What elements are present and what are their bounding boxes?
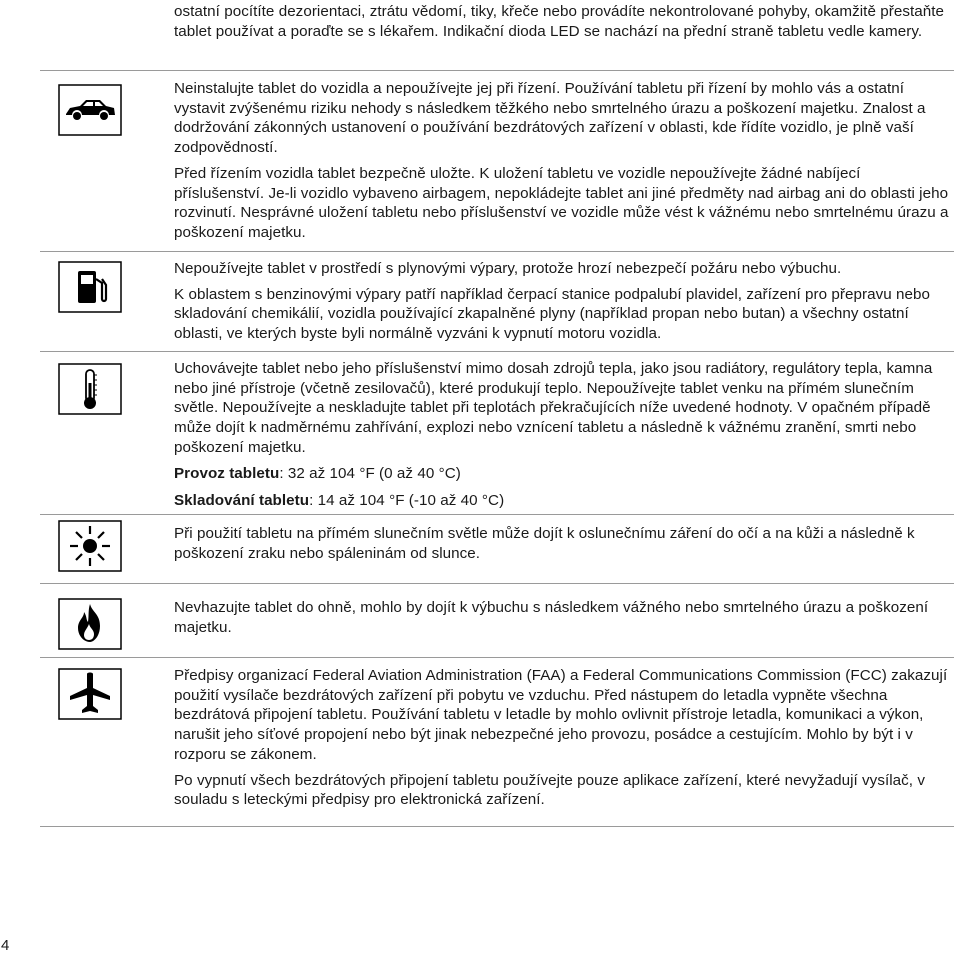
- flame-icon: [58, 598, 122, 650]
- divider: [40, 514, 954, 515]
- operating-temperature-label: Provoz tabletu: [174, 464, 280, 482]
- sun-icon: [58, 520, 122, 572]
- storage-temperature-label: Skladování tabletu: [174, 492, 310, 510]
- flight-paragraph-1: Předpisy organizací Federal Aviation Administration (FAA) a Federal Communications Commission (FCC) zakazují použití vysílače bezdrátových zařízení při pobytu ve vzduchu. Před nástupem do letadla vypněte všechna bezdrátová připojení tabletu. Používání tabletu v letadle by mohlo ovlivnit přístroje letadla, komunikaci a výkon, narušit jeho síťové propojení nebo být jinak nebezpečné jeho provozu, posádce a cestujícím. Mohlo by být i v rozporu se zákonem.: [174, 667, 948, 763]
- operating-temperature-value: : 32 až 104 °F (0 až 40 °C): [279, 464, 461, 482]
- sun-paragraph-1: Při použití tabletu na přímém slunečním světle může dojít k oslunečnímu záření do očí a na kůži a následně k poškození zraku nebo spáleninám od slunce.: [174, 525, 915, 562]
- divider: [40, 583, 954, 584]
- page-number: 4: [1, 937, 10, 954]
- vehicle-paragraph-1: Neinstalujte tablet do vozidla a nepoužívejte jej při řízení. Používání tabletu při řízení by mohlo vás a ostatní vystavit zvýšenému riziku nehody s následkem těžkého nebo smrtelného úrazu a poškození majetku. Znalost a dodržování zákonných ustanovení o používání bezdrátových zařízení v oblasti, kde řídíte vozidlo, je plně vaší zodpovědností.: [174, 80, 926, 157]
- fuel-section: [174, 259, 950, 344]
- divider: [40, 826, 954, 827]
- intro-paragraph: ostatní pocítíte dezorientaci, ztrátu vědomí, tiky, křeče nebo provádíte nekontrolované pohyby, okamžitě přestaňte tablet používat a poraďte se s lékařem. Indikační dioda LED se nachází na přední straně tabletu vedle kamery.: [174, 3, 944, 40]
- vehicle-section: [174, 79, 950, 243]
- heat-paragraph-1: Uchovávejte tablet nebo jeho příslušenství mimo dosah zdrojů tepla, jako jsou radiátory, regulátory tepla, kamna nebo jiné přístroje (včetně zesilovačů), které produkují teplo. Nepoužívejte tablet venku na přímém slunečním světle. Nepoužívejte a neskladujte tablet při teplotách překračujících níže uvedené hodnoty. V opačném případě může dojít k nadměrnému zahřívání, explozi nebo vznícení tabletu a následně k vážnému zranění, smrti nebo poškození majetku.: [174, 360, 933, 456]
- airplane-icon: [58, 668, 122, 720]
- divider: [40, 251, 954, 252]
- operating-temperature: [174, 464, 950, 484]
- divider: [40, 351, 954, 352]
- divider: [40, 70, 954, 71]
- fuel-paragraph-1: Nepoužívejte tablet v prostředí s plynovými výpary, protože hrozí nebezpečí požáru nebo výbuchu.: [174, 260, 842, 277]
- storage-temperature-value: : 14 až 104 °F (-10 až 40 °C): [309, 492, 505, 510]
- divider: [40, 657, 954, 658]
- flight-section: [174, 666, 950, 810]
- vehicle-paragraph-2: Před řízením vozidla tablet bezpečně uložte. K uložení tabletu ve vozidle nepoužívejte žádné nabíjecí příslušenství. Je-li vozidlo vybaveno airbagem, nepokládejte tablet ani jiné předměty nad airbag ani do oblasti jeho rozvinutí. Nesprávné uložení tabletu nebo příslušenství ve vozidle může vést k vážnému nebo smrtelnému úrazu a poškození majetku.: [174, 164, 949, 241]
- heat-section: [174, 359, 950, 511]
- fire-section: [174, 598, 950, 637]
- storage-temperature: [174, 491, 950, 511]
- sun-section: [174, 524, 950, 563]
- car-icon: [58, 84, 122, 136]
- fuel-pump-icon: [58, 261, 122, 313]
- intro-section: [174, 2, 950, 41]
- thermometer-icon: [58, 363, 122, 415]
- fuel-paragraph-2: K oblastem s benzinovými výpary patří například čerpací stanice podpalubí plavidel, zařízení pro přepravu nebo skladování chemikálií, vozidla používající zkapalněné plyny (například propan nebo butan) a všechny ostatní oblasti, ve kterých byste byli normálně vyzváni k vypnutí motoru vozidla.: [174, 285, 931, 343]
- flight-paragraph-2: Po vypnutí všech bezdrátových připojení tabletu používejte pouze aplikace zařízení, které nevyžadují vysílač, v souladu s leteckými předpisy pro elektronická zařízení.: [174, 771, 925, 809]
- fire-paragraph-1: Nevhazujte tablet do ohně, mohlo by dojít k výbuchu s následkem vážného nebo smrtelného úrazu a poškození majetku.: [174, 599, 929, 636]
